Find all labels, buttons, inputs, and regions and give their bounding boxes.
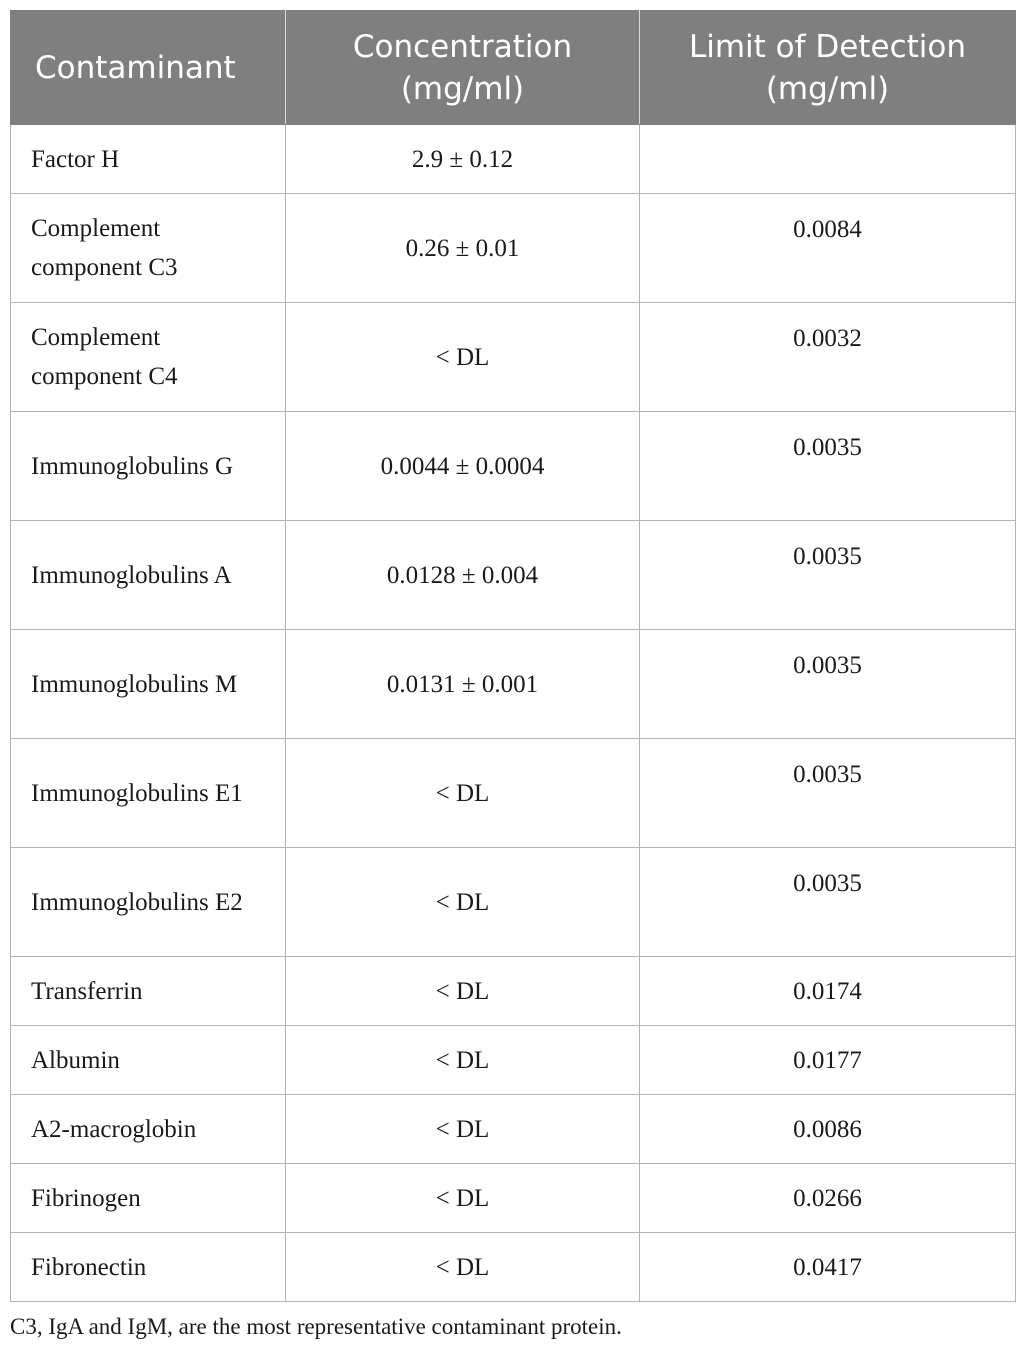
cell-limit-of-detection: 0.0266 (640, 1164, 1016, 1233)
cell-contaminant: Complement component C3 (11, 194, 286, 303)
cell-contaminant: Albumin (11, 1026, 286, 1095)
cell-contaminant: Immunoglobulins E2 (11, 848, 286, 957)
table-row (11, 848, 1016, 957)
cell-concentration: 0.26 ± 0.01 (286, 194, 640, 303)
cell-concentration: < DL (286, 848, 640, 957)
table-row (11, 1164, 1016, 1233)
header-contaminant: Contaminant (11, 11, 286, 125)
cell-contaminant: Fibronectin (11, 1233, 286, 1302)
cell-concentration: < DL (286, 303, 640, 412)
cell-contaminant: Fibrinogen (11, 1164, 286, 1233)
cell-limit-of-detection: 0.0035 (640, 630, 1016, 739)
header-concentration: Concentration (mg/ml) (286, 11, 640, 125)
cell-contaminant: Transferrin (11, 957, 286, 1026)
cell-contaminant: Complement component C4 (11, 303, 286, 412)
cell-limit-of-detection: 0.0084 (640, 194, 1016, 303)
cell-concentration: < DL (286, 1026, 640, 1095)
table-row (11, 1026, 1016, 1095)
cell-contaminant: A2-macroglobin (11, 1095, 286, 1164)
cell-concentration: < DL (286, 739, 640, 848)
cell-concentration: 0.0128 ± 0.004 (286, 521, 640, 630)
cell-concentration: < DL (286, 957, 640, 1026)
cell-concentration: 2.9 ± 0.12 (286, 125, 640, 194)
cell-limit-of-detection: 0.0035 (640, 739, 1016, 848)
cell-contaminant: Immunoglobulins M (11, 630, 286, 739)
cell-contaminant: Immunoglobulins E1 (11, 739, 286, 848)
header-row (11, 11, 1016, 125)
cell-limit-of-detection: 0.0032 (640, 303, 1016, 412)
cell-limit-of-detection: 0.0417 (640, 1233, 1016, 1302)
cell-limit-of-detection: 0.0035 (640, 521, 1016, 630)
table-row (11, 303, 1016, 412)
cell-concentration: 0.0131 ± 0.001 (286, 630, 640, 739)
table-row (11, 957, 1016, 1026)
cell-limit-of-detection: 0.0086 (640, 1095, 1016, 1164)
table-row (11, 1233, 1016, 1302)
cell-contaminant: Factor H (11, 125, 286, 194)
cell-concentration: 0.0044 ± 0.0004 (286, 412, 640, 521)
cell-limit-of-detection: 0.0177 (640, 1026, 1016, 1095)
cell-concentration: < DL (286, 1095, 640, 1164)
cell-limit-of-detection: 0.0174 (640, 957, 1016, 1026)
table-row (11, 521, 1016, 630)
table-header (11, 11, 1016, 125)
table-row (11, 412, 1016, 521)
cell-concentration: < DL (286, 1164, 640, 1233)
table-row (11, 630, 1016, 739)
table-row (11, 194, 1016, 303)
contaminant-table-wrapper (10, 10, 1015, 1302)
header-limit-of-detection: Limit of Detection (mg/ml) (640, 11, 1016, 125)
table-row (11, 1095, 1016, 1164)
contaminant-table (10, 10, 1016, 1302)
cell-limit-of-detection: 0.0035 (640, 848, 1016, 957)
cell-concentration: < DL (286, 1233, 640, 1302)
cell-contaminant: Immunoglobulins A (11, 521, 286, 630)
table-row (11, 739, 1016, 848)
table-body (11, 125, 1016, 1302)
cell-contaminant: Immunoglobulins G (11, 412, 286, 521)
table-row (11, 125, 1016, 194)
table-footnote: C3, IgA and IgM, are the most representative contaminant protein. (10, 1314, 622, 1339)
cell-limit-of-detection (640, 125, 1016, 194)
cell-limit-of-detection: 0.0035 (640, 412, 1016, 521)
